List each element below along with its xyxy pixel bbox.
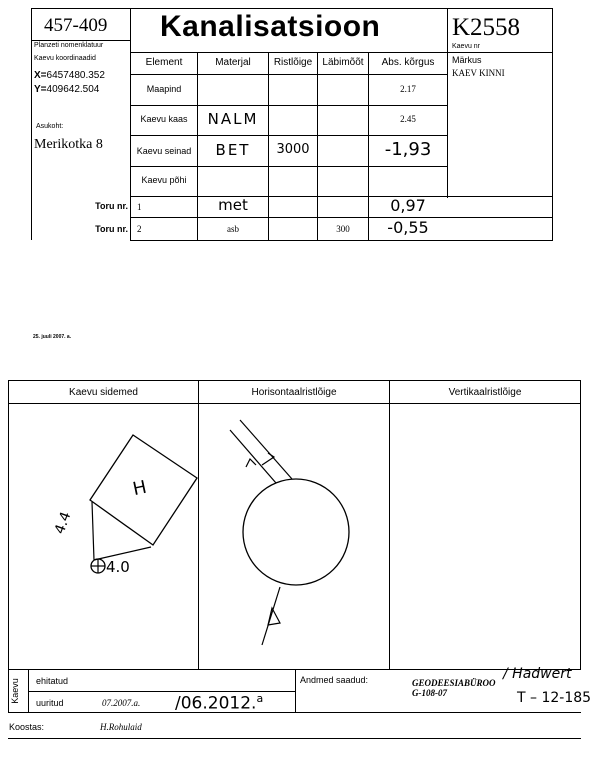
well-id: K2558	[452, 14, 521, 41]
office-name: GEODEESIABÜROO	[412, 678, 496, 688]
pipe-label: Toru nr.	[95, 201, 128, 211]
notes-value: KAEV KINNI	[452, 68, 505, 78]
pipe-number: 2	[137, 224, 142, 234]
pipe-diameter: 300	[336, 224, 350, 234]
horizontal-section-sketch	[200, 405, 388, 665]
coordinates-label: Kaevu koordinaadid	[34, 55, 96, 62]
col-abs-height: Abs. kõrgus	[381, 57, 435, 68]
col-element: Element	[145, 57, 183, 68]
pipe-abs-height: 0,97	[390, 196, 426, 215]
sheet-label: Planzeti nomenklatuur	[34, 42, 104, 49]
tie-distance-side: 4.4	[51, 509, 75, 537]
pipe-number: 1	[137, 202, 142, 212]
location-label: Asukoht:	[36, 123, 64, 130]
pipe-material: asb	[227, 224, 239, 234]
pipe-label: Toru nr.	[95, 224, 128, 234]
resurvey-date: /06.2012.$^a$	[175, 692, 264, 714]
sketch-title-ties: Kaevu sidemed	[69, 387, 138, 398]
ties-sketch	[60, 425, 200, 585]
row-element: Kaevu kaas	[140, 114, 188, 124]
handwritten-source: / Hadwert	[503, 666, 572, 682]
row-abs-height: -1,93	[384, 139, 432, 160]
row-cross-section: 3000	[276, 142, 310, 157]
sheet-number: 457-409	[44, 15, 108, 36]
row-abs-height: 2.17	[400, 84, 416, 94]
surveyed-label: uuritud	[36, 698, 64, 708]
row-material: NALM	[207, 110, 259, 128]
row-element: Maapind	[146, 84, 182, 94]
data-from-label: Andmed saadud:	[300, 675, 369, 685]
date-stamp: 25. juuli 2007. a.	[33, 334, 72, 340]
tie-distance-bottom: 4.0	[106, 558, 130, 576]
pipe-abs-height: -0,55	[387, 218, 429, 237]
row-element: Kaevu seinad	[136, 146, 192, 156]
well-id-label: Kaevu nr	[452, 43, 481, 50]
col-diameter: Läbimõõt	[322, 57, 364, 68]
row-material: BET	[215, 141, 251, 159]
notes-label: Märkus	[452, 55, 482, 65]
page-title: Kanalisatsioon	[160, 10, 381, 43]
compiled-label: Koostas:	[9, 722, 45, 732]
sketch-title-vertical: Vertikaalristlõige	[448, 387, 522, 398]
handwritten-code: T – 12-185	[517, 690, 592, 706]
coordinate-x: X=6457480.352	[34, 70, 105, 81]
row-abs-height: 2.45	[400, 114, 416, 124]
building-mark: H	[130, 476, 149, 501]
sketch-title-horizontal: Horisontaalristlõige	[251, 387, 337, 398]
coordinate-y: Y=409642.504	[34, 84, 100, 95]
row-element: Kaevu põhi	[141, 175, 187, 185]
office-code: G-108-07	[412, 688, 447, 698]
col-cross-section: Ristlõige	[273, 57, 313, 68]
built-label: ehitatud	[36, 676, 69, 686]
location-value: Merikotka 8	[34, 137, 103, 152]
pipe-material: met	[218, 196, 248, 214]
compiler-name: H.Rohulaid	[100, 722, 142, 732]
surveyed-date: 07.2007.a.	[102, 698, 141, 708]
col-material: Materjal	[215, 57, 251, 68]
kaev-label: Kaevu	[10, 678, 20, 704]
